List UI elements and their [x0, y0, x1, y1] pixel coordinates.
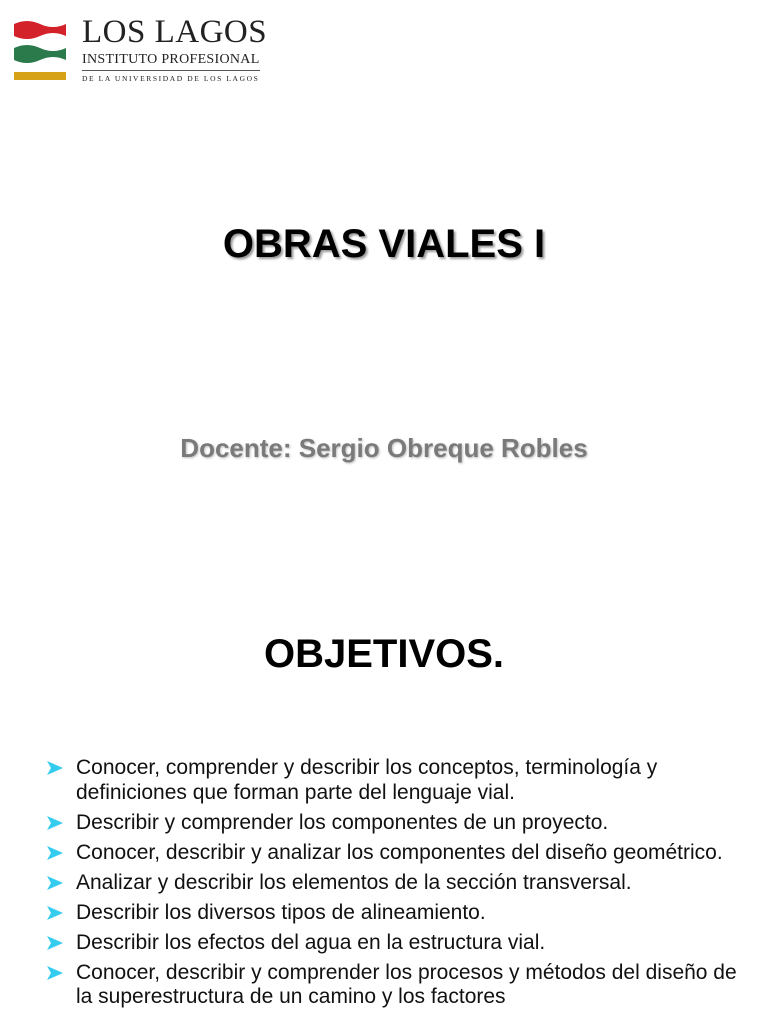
list-item — [46, 961, 746, 1010]
objectives-list — [46, 756, 746, 1015]
objective-text: Conocer, describir y comprender los procesos y métodos del diseño de la superestructura de un camino y los factores — [76, 960, 737, 1008]
logo-text — [82, 14, 282, 85]
arrow-bullet-icon — [46, 875, 64, 891]
list-item — [46, 901, 746, 926]
objective-text: Describir y comprender los componentes de un proyecto. — [76, 810, 609, 834]
arrow-bullet-icon — [46, 815, 64, 831]
page-title: OBRAS VIALES I — [222, 222, 546, 266]
objective-text: Analizar y describir los elementos de la sección transversal. — [76, 870, 632, 894]
objective-text: Conocer, describir y analizar los componentes del diseño geométrico. — [76, 840, 723, 864]
arrow-bullet-icon — [46, 965, 64, 981]
objective-text: Describir los diversos tipos de alineamiento. — [76, 900, 486, 924]
list-item — [46, 811, 746, 836]
arrow-bullet-icon — [46, 845, 64, 861]
objective-text: Describir los efectos del agua en la estructura vial. — [76, 930, 546, 954]
logo-tagline: DE LA UNIVERSIDAD DE LOS LAGOS — [82, 74, 260, 83]
logo-flag-icon — [14, 18, 66, 80]
list-item — [46, 871, 746, 896]
list-item — [46, 841, 746, 866]
arrow-bullet-icon — [46, 905, 64, 921]
logo-name: LOS LAGOS — [82, 14, 268, 50]
instructor-name: Docente: Sergio Obreque Robles — [180, 433, 588, 463]
objective-text: Conocer, comprender y describir los conceptos, terminología y definiciones que forman parte del lenguaje vial. — [76, 756, 658, 804]
arrow-bullet-icon — [46, 935, 64, 951]
arrow-bullet-icon — [46, 760, 64, 776]
logo-subtitle: INSTITUTO PROFESIONAL — [82, 52, 260, 71]
list-item — [46, 756, 746, 805]
institution-logo — [14, 14, 284, 84]
list-item — [46, 931, 746, 956]
objectives-heading: OBJETIVOS. — [263, 632, 505, 676]
